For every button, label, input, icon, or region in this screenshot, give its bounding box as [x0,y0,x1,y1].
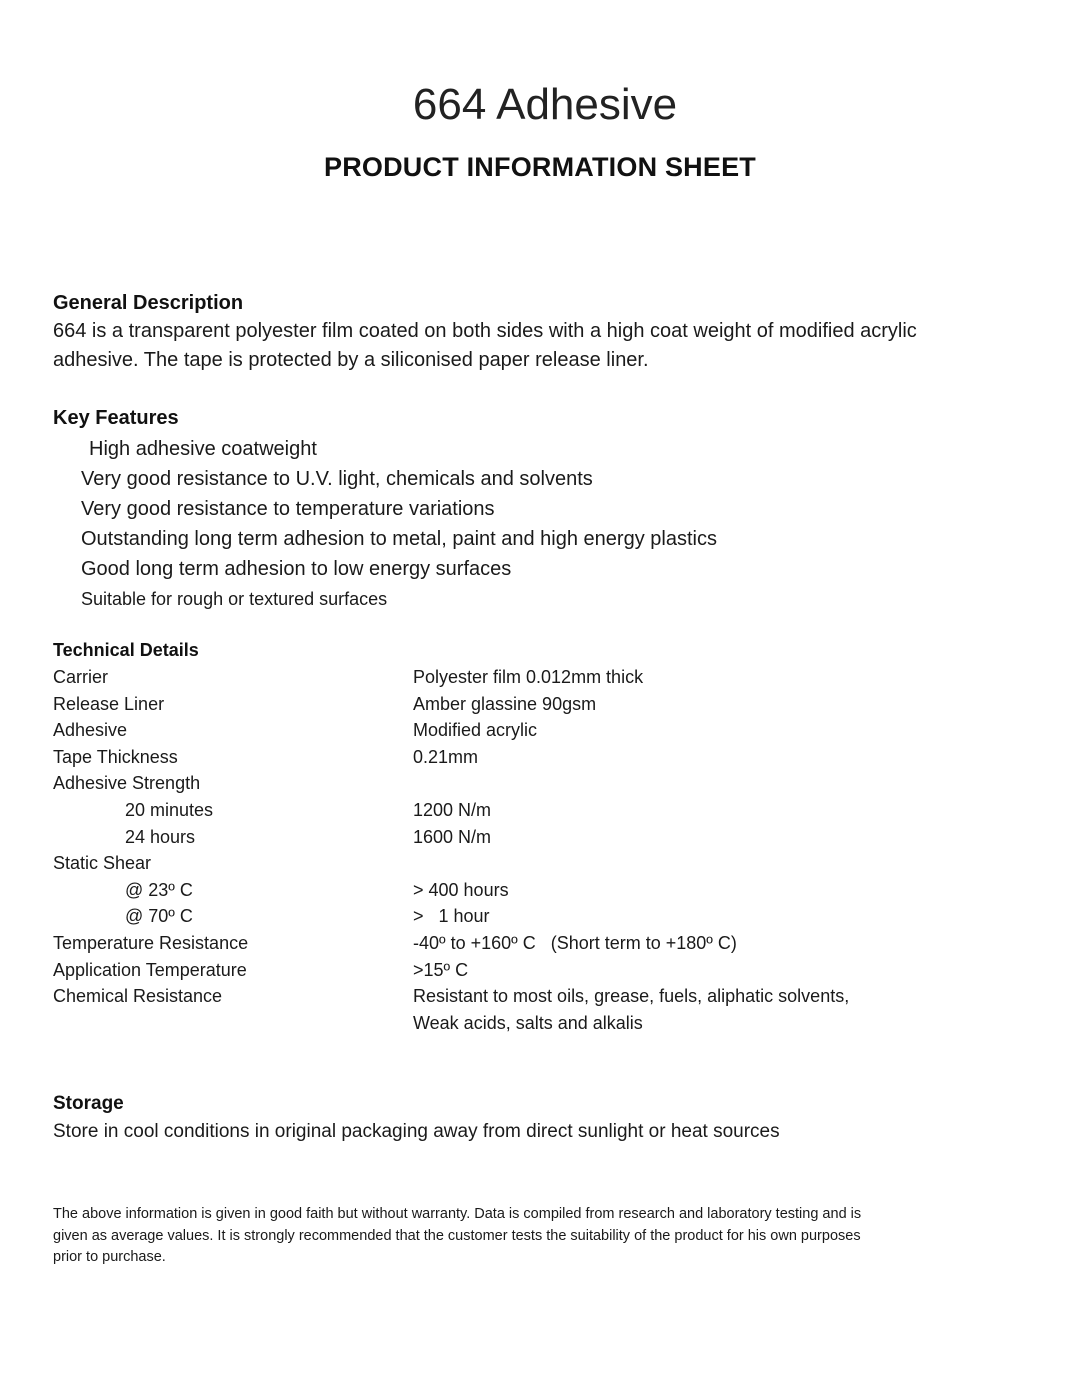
tech-value: 1600 N/m [413,826,492,847]
general-description-line: 664 is a transparent polyester film coated on both sides with a high coat weight of modified acrylic [53,320,917,342]
feature-item: Very good resistance to U.V. light, chemicals and solvents [81,468,593,490]
technical-details-table [53,664,1033,1036]
tech-row-adhesive-strength [53,770,1033,797]
general-description-section [53,289,1033,375]
tech-row-carrier [53,664,1033,691]
tech-row-chemical-resistance-cont [53,1010,1033,1037]
disclaimer-section [53,1204,1033,1269]
feature-item: High adhesive coatweight [89,438,317,460]
general-description-heading: General Description [53,292,244,314]
tech-value: Resistant to most oils, grease, fuels, aliphatic solvents, [413,986,850,1007]
tech-label: 20 minutes [125,799,214,820]
tech-value: Modified acrylic [413,720,538,741]
tech-label: Carrier [53,667,109,687]
tech-label: Adhesive [53,720,128,741]
tech-label: Application Temperature [53,959,247,980]
document-subtitle: PRODUCT INFORMATION SHEET [324,152,756,182]
feature-item: Very good resistance to temperature variations [81,498,495,520]
tech-value: > 400 hours [413,879,509,900]
tech-row-release-liner [53,691,1033,718]
key-features-section [53,404,1033,614]
tech-row-application-temperature [53,957,1033,984]
tech-row-70c [53,903,1033,930]
storage-heading: Storage [53,1093,124,1114]
tech-row-24-hours [53,824,1033,851]
tech-row-chemical-resistance [53,983,1033,1010]
feature-item: Outstanding long term adhesion to metal, paint and high energy plastics [81,528,717,550]
tech-label: Adhesive Strength [53,773,201,794]
tech-value: Amber glassine 90gsm [413,693,597,714]
storage-text: Store in cool conditions in original packaging away from direct sunlight or heat sources [53,1121,780,1142]
disclaimer-line: prior to purchase. [53,1249,166,1265]
tech-label: 24 hours [125,826,196,847]
tech-label: Tape Thickness [53,746,178,767]
tech-label: Release Liner [53,693,165,714]
tech-value: 0.21mm [413,746,479,767]
tech-value: Polyester film 0.012mm thick [413,667,644,687]
tech-label: Static Shear [53,853,152,874]
tech-value: -40º to +160º C (Short term to +180º C) [413,932,737,953]
storage-section [53,1090,1033,1146]
tech-row-adhesive [53,717,1033,744]
tech-label: @ 23º C [125,879,193,900]
key-features-heading: Key Features [53,407,179,429]
feature-item: Suitable for rough or textured surfaces [81,589,388,609]
tech-row-20-minutes [53,797,1033,824]
tech-value: >15º C [413,959,469,980]
technical-details-section [53,636,1033,1036]
feature-item: Good long term adhesion to low energy surfaces [81,558,512,580]
document-title: 664 Adhesive [412,80,678,129]
disclaimer-line: given as average values. It is strongly recommended that the customer tests the suitability of the product for his own purposes [53,1227,861,1244]
key-features-list [53,434,1033,614]
tech-row-static-shear [53,850,1033,877]
tech-row-tape-thickness [53,744,1033,771]
tech-label: @ 70º C [125,906,193,927]
disclaimer-line: The above information is given in good faith but without warranty. Data is compiled from research and laboratory testing and is [53,1206,862,1222]
tech-row-23c [53,877,1033,904]
tech-value: > 1 hour [413,906,490,927]
tech-label: Chemical Resistance [53,986,223,1007]
general-description-line: adhesive. The tape is protected by a siliconised paper release liner. [53,349,649,371]
tech-row-temperature-resistance [53,930,1033,957]
tech-value: 1200 N/m [413,799,492,820]
technical-details-heading: Technical Details [53,640,199,660]
tech-label: Temperature Resistance [53,932,249,953]
tech-value: Weak acids, salts and alkalis [413,1012,643,1033]
